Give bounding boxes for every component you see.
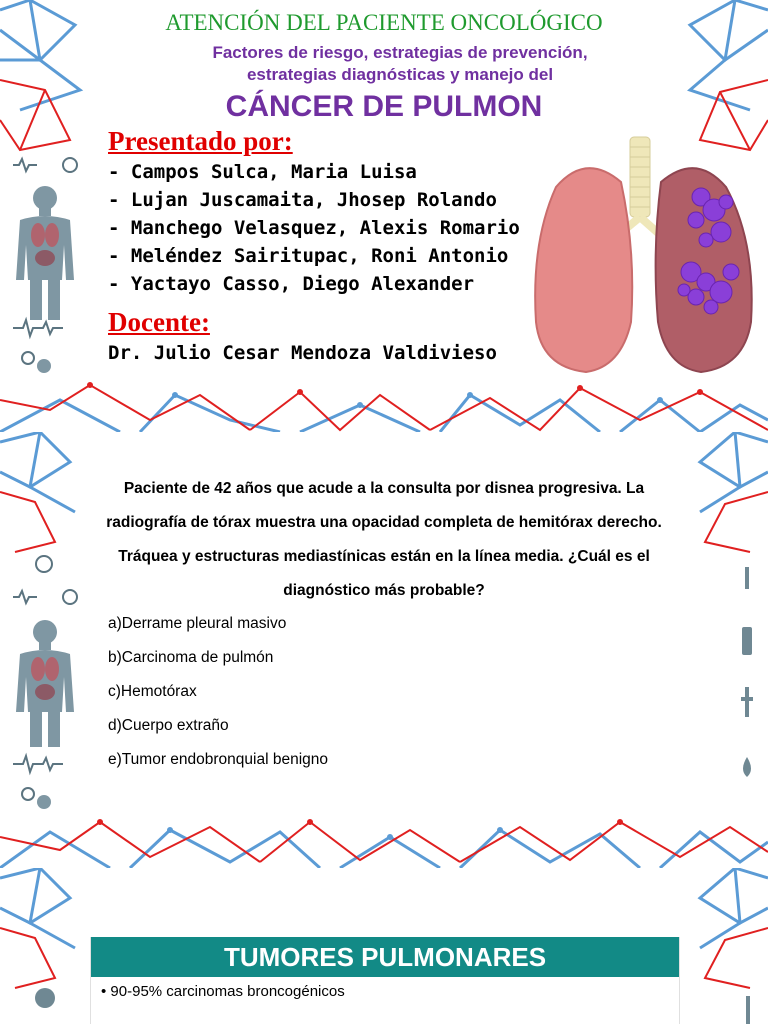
main-title: CÁNCER DE PULMON: [225, 90, 543, 123]
medical-tool-icon: [738, 996, 758, 1024]
answer-options: [108, 607, 328, 777]
tumors-header: TUMORES PULMONARES: [91, 937, 679, 977]
teacher-name: Dr. Julio Cesar Mendoza Valdivieso: [108, 342, 497, 364]
list-item: - Meléndez Sairitupac, Roni Antonio: [108, 245, 509, 267]
list-item: - Campos Sulca, Maria Luisa: [108, 161, 417, 183]
slide-question: [0, 432, 768, 868]
list-item: - Manchego Velasquez, Alexis Romario: [108, 217, 520, 239]
teacher-heading: Docente:: [108, 307, 210, 337]
slide-title: [0, 0, 768, 432]
list-item: - Yactayo Casso, Diego Alexander: [108, 273, 475, 295]
answer-option-d[interactable]: d)Cuerpo extraño: [108, 717, 229, 734]
answer-option-e[interactable]: e)Tumor endobronquial benigno: [108, 751, 329, 768]
answer-option-b[interactable]: b)Carcinoma de pulmón: [108, 649, 274, 666]
presenters-list: [108, 158, 520, 298]
list-item: - Lujan Juscamaita, Jhosep Rolando: [108, 189, 497, 211]
human-anatomy-icon: [8, 150, 83, 380]
bullet-item: • 90-95% carcinomas broncogénicos: [101, 983, 345, 1000]
medical-tools-icon: [735, 562, 760, 782]
subtitle-line: estrategias diagnósticas y manejo del: [246, 65, 554, 84]
answer-option-c[interactable]: c)Hemotórax: [108, 683, 197, 700]
tumors-panel: [90, 937, 680, 1024]
question-text: Paciente de 42 años que acude a la consulta por disnea progresiva. La radiografía de tórax muestra una opacidad completa de hemitórax derecho. Tráquea y estructuras mediastínicas están en la línea media. ¿Cuál es el diagnóstico más probable?: [106, 480, 662, 599]
bullet-text: 90-95% carcinomas broncogénicos: [110, 983, 345, 1000]
lungs-illustration: [526, 132, 766, 377]
answer-option-a[interactable]: a)Derrame pleural masivo: [108, 615, 287, 632]
subtitle-line: Factores de riesgo, estrategias de prevención,: [212, 43, 588, 62]
brain-icon: [30, 983, 60, 1013]
presented-by-heading: Presentado por:: [108, 126, 293, 156]
course-title: ATENCIÓN DEL PACIENTE ONCOLÓGICO: [165, 10, 603, 35]
presentation-subtitle: [150, 42, 650, 86]
slide-tumors: [0, 868, 768, 1024]
human-anatomy-icon: [8, 552, 83, 812]
